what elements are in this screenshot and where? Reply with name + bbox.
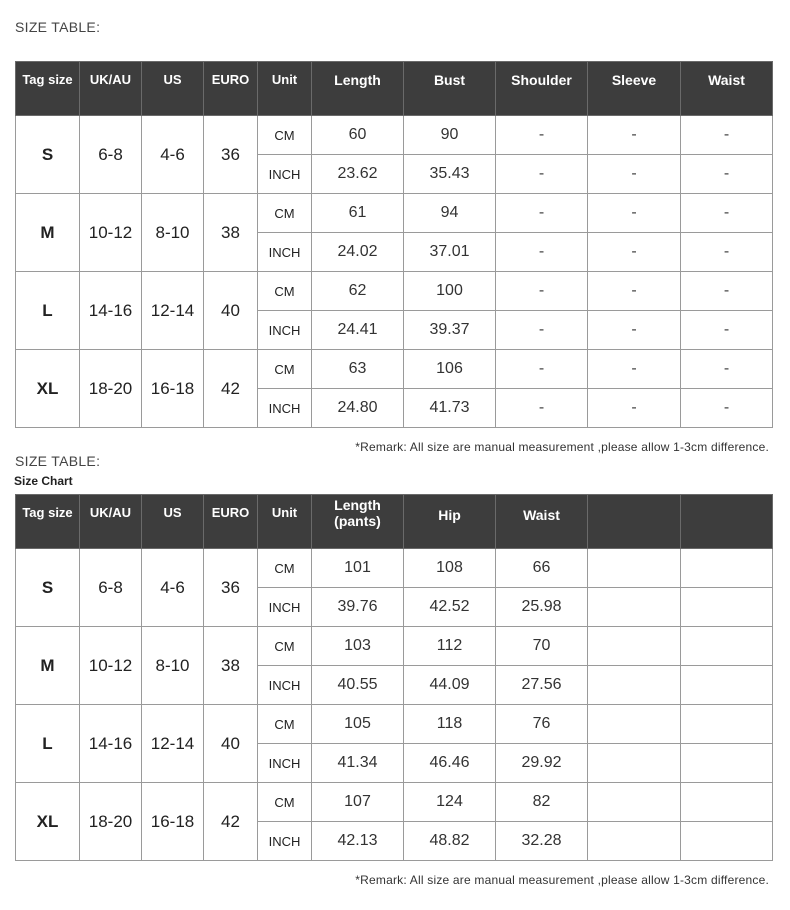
hip-cell: 48.82 [404, 822, 496, 861]
hip-cell: 108 [404, 549, 496, 588]
us-cell: 8-10 [142, 627, 204, 705]
tag-size-cell: S [16, 116, 80, 194]
bust-cell: 37.01 [404, 233, 496, 272]
waist-cell: - [681, 233, 773, 272]
bust-cell: 106 [404, 350, 496, 389]
table-header-row [16, 495, 773, 549]
empty-cell [588, 705, 681, 744]
size-table-title: SIZE TABLE: [15, 453, 101, 469]
waist-cell: 82 [496, 783, 588, 822]
shoulder-cell: - [496, 311, 588, 350]
tag-size-cell: M [16, 627, 80, 705]
unit-cell: INCH [258, 389, 312, 428]
table-row [16, 627, 773, 666]
header-length: Length [312, 62, 404, 116]
table-row [16, 194, 773, 233]
bust-cell: 100 [404, 272, 496, 311]
euro-cell: 36 [204, 549, 258, 627]
unit-cell: INCH [258, 744, 312, 783]
table-row [16, 272, 773, 311]
uk-au-cell: 10-12 [80, 194, 142, 272]
table-row [16, 549, 773, 588]
shoulder-cell: - [496, 116, 588, 155]
euro-cell: 38 [204, 194, 258, 272]
top-size-table [15, 61, 773, 428]
sleeve-cell: - [588, 350, 681, 389]
waist-cell: - [681, 194, 773, 233]
empty-cell [588, 783, 681, 822]
sleeve-cell: - [588, 389, 681, 428]
length-cell: 101 [312, 549, 404, 588]
sleeve-cell: - [588, 272, 681, 311]
tag-size-cell: L [16, 272, 80, 350]
sleeve-cell: - [588, 233, 681, 272]
bust-cell: 41.73 [404, 389, 496, 428]
euro-cell: 42 [204, 783, 258, 861]
bust-cell: 35.43 [404, 155, 496, 194]
waist-cell: 29.92 [496, 744, 588, 783]
length-cell: 39.76 [312, 588, 404, 627]
length-cell: 24.41 [312, 311, 404, 350]
sleeve-cell: - [588, 311, 681, 350]
unit-cell: CM [258, 627, 312, 666]
tag-size-cell: L [16, 705, 80, 783]
uk-au-cell: 6-8 [80, 549, 142, 627]
header-waist: Waist [681, 62, 773, 116]
sleeve-cell: - [588, 155, 681, 194]
remark-note: *Remark: All size are manual measurement ,please allow 1-3cm difference. [355, 440, 769, 454]
header-empty [588, 495, 681, 549]
euro-cell: 40 [204, 272, 258, 350]
table-row [16, 116, 773, 155]
header-length-pants [312, 495, 404, 549]
table-row [16, 705, 773, 744]
header-shoulder: Shoulder [496, 62, 588, 116]
tag-size-cell: XL [16, 783, 80, 861]
header-euro: EURO [204, 62, 258, 116]
length-cell: 61 [312, 194, 404, 233]
header-euro: EURO [204, 495, 258, 549]
unit-cell: INCH [258, 311, 312, 350]
tag-size-cell: M [16, 194, 80, 272]
waist-cell: 27.56 [496, 666, 588, 705]
euro-cell: 40 [204, 705, 258, 783]
header-sleeve: Sleeve [588, 62, 681, 116]
uk-au-cell: 18-20 [80, 350, 142, 428]
waist-cell: - [681, 350, 773, 389]
length-cell: 63 [312, 350, 404, 389]
bust-cell: 39.37 [404, 311, 496, 350]
unit-cell: INCH [258, 588, 312, 627]
waist-cell: 76 [496, 705, 588, 744]
empty-cell [681, 588, 773, 627]
header-tag-size: Tag size [16, 62, 80, 116]
length-cell: 24.80 [312, 389, 404, 428]
length-cell: 62 [312, 272, 404, 311]
size-chart-subtitle: Size Chart [14, 474, 73, 488]
unit-cell: CM [258, 705, 312, 744]
waist-cell: - [681, 389, 773, 428]
uk-au-cell: 14-16 [80, 705, 142, 783]
empty-cell [681, 666, 773, 705]
length-cell: 24.02 [312, 233, 404, 272]
sleeve-cell: - [588, 194, 681, 233]
table-header-row [16, 62, 773, 116]
unit-cell: CM [258, 549, 312, 588]
waist-cell: 70 [496, 627, 588, 666]
sleeve-cell: - [588, 116, 681, 155]
us-cell: 12-14 [142, 705, 204, 783]
us-cell: 4-6 [142, 116, 204, 194]
shoulder-cell: - [496, 272, 588, 311]
empty-cell [681, 549, 773, 588]
hip-cell: 118 [404, 705, 496, 744]
us-cell: 16-18 [142, 350, 204, 428]
shoulder-cell: - [496, 194, 588, 233]
empty-cell [681, 744, 773, 783]
header-tag-size: Tag size [16, 495, 80, 549]
hip-cell: 112 [404, 627, 496, 666]
unit-cell: CM [258, 783, 312, 822]
table-row [16, 350, 773, 389]
header-empty [681, 495, 773, 549]
unit-cell: INCH [258, 666, 312, 705]
waist-cell: - [681, 311, 773, 350]
hip-cell: 44.09 [404, 666, 496, 705]
uk-au-cell: 14-16 [80, 272, 142, 350]
header-us: US [142, 62, 204, 116]
tag-size-cell: S [16, 549, 80, 627]
empty-cell [588, 588, 681, 627]
us-cell: 12-14 [142, 272, 204, 350]
uk-au-cell: 10-12 [80, 627, 142, 705]
header-uk-au: UK/AU [80, 62, 142, 116]
empty-cell [681, 627, 773, 666]
size-table-title: SIZE TABLE: [15, 19, 101, 35]
unit-cell: INCH [258, 822, 312, 861]
empty-cell [681, 822, 773, 861]
header-bust: Bust [404, 62, 496, 116]
empty-cell [588, 822, 681, 861]
header-unit: Unit [258, 62, 312, 116]
empty-cell [588, 744, 681, 783]
header-waist: Waist [496, 495, 588, 549]
bottom-size-table [15, 494, 773, 861]
unit-cell: INCH [258, 233, 312, 272]
bust-cell: 94 [404, 194, 496, 233]
waist-cell: 66 [496, 549, 588, 588]
unit-cell: INCH [258, 155, 312, 194]
empty-cell [588, 549, 681, 588]
waist-cell: 32.28 [496, 822, 588, 861]
waist-cell: - [681, 272, 773, 311]
unit-cell: CM [258, 116, 312, 155]
uk-au-cell: 6-8 [80, 116, 142, 194]
header-us: US [142, 495, 204, 549]
empty-cell [681, 705, 773, 744]
hip-cell: 46.46 [404, 744, 496, 783]
waist-cell: - [681, 116, 773, 155]
length-cell: 41.34 [312, 744, 404, 783]
hip-cell: 42.52 [404, 588, 496, 627]
length-cell: 60 [312, 116, 404, 155]
uk-au-cell: 18-20 [80, 783, 142, 861]
length-cell: 107 [312, 783, 404, 822]
header-length-label: Length [334, 497, 381, 513]
unit-cell: CM [258, 272, 312, 311]
euro-cell: 38 [204, 627, 258, 705]
empty-cell [588, 627, 681, 666]
length-cell: 40.55 [312, 666, 404, 705]
shoulder-cell: - [496, 389, 588, 428]
us-cell: 16-18 [142, 783, 204, 861]
waist-cell: 25.98 [496, 588, 588, 627]
hip-cell: 124 [404, 783, 496, 822]
shoulder-cell: - [496, 155, 588, 194]
header-uk-au: UK/AU [80, 495, 142, 549]
table-row [16, 783, 773, 822]
us-cell: 4-6 [142, 549, 204, 627]
length-cell: 105 [312, 705, 404, 744]
shoulder-cell: - [496, 233, 588, 272]
length-cell: 23.62 [312, 155, 404, 194]
euro-cell: 42 [204, 350, 258, 428]
empty-cell [681, 783, 773, 822]
header-hip: Hip [404, 495, 496, 549]
length-cell: 103 [312, 627, 404, 666]
empty-cell [588, 666, 681, 705]
header-unit: Unit [258, 495, 312, 549]
shoulder-cell: - [496, 350, 588, 389]
waist-cell: - [681, 155, 773, 194]
us-cell: 8-10 [142, 194, 204, 272]
length-cell: 42.13 [312, 822, 404, 861]
unit-cell: CM [258, 350, 312, 389]
bust-cell: 90 [404, 116, 496, 155]
euro-cell: 36 [204, 116, 258, 194]
tag-size-cell: XL [16, 350, 80, 428]
remark-note: *Remark: All size are manual measurement ,please allow 1-3cm difference. [355, 873, 769, 887]
unit-cell: CM [258, 194, 312, 233]
header-pants-label: (pants) [334, 513, 381, 529]
